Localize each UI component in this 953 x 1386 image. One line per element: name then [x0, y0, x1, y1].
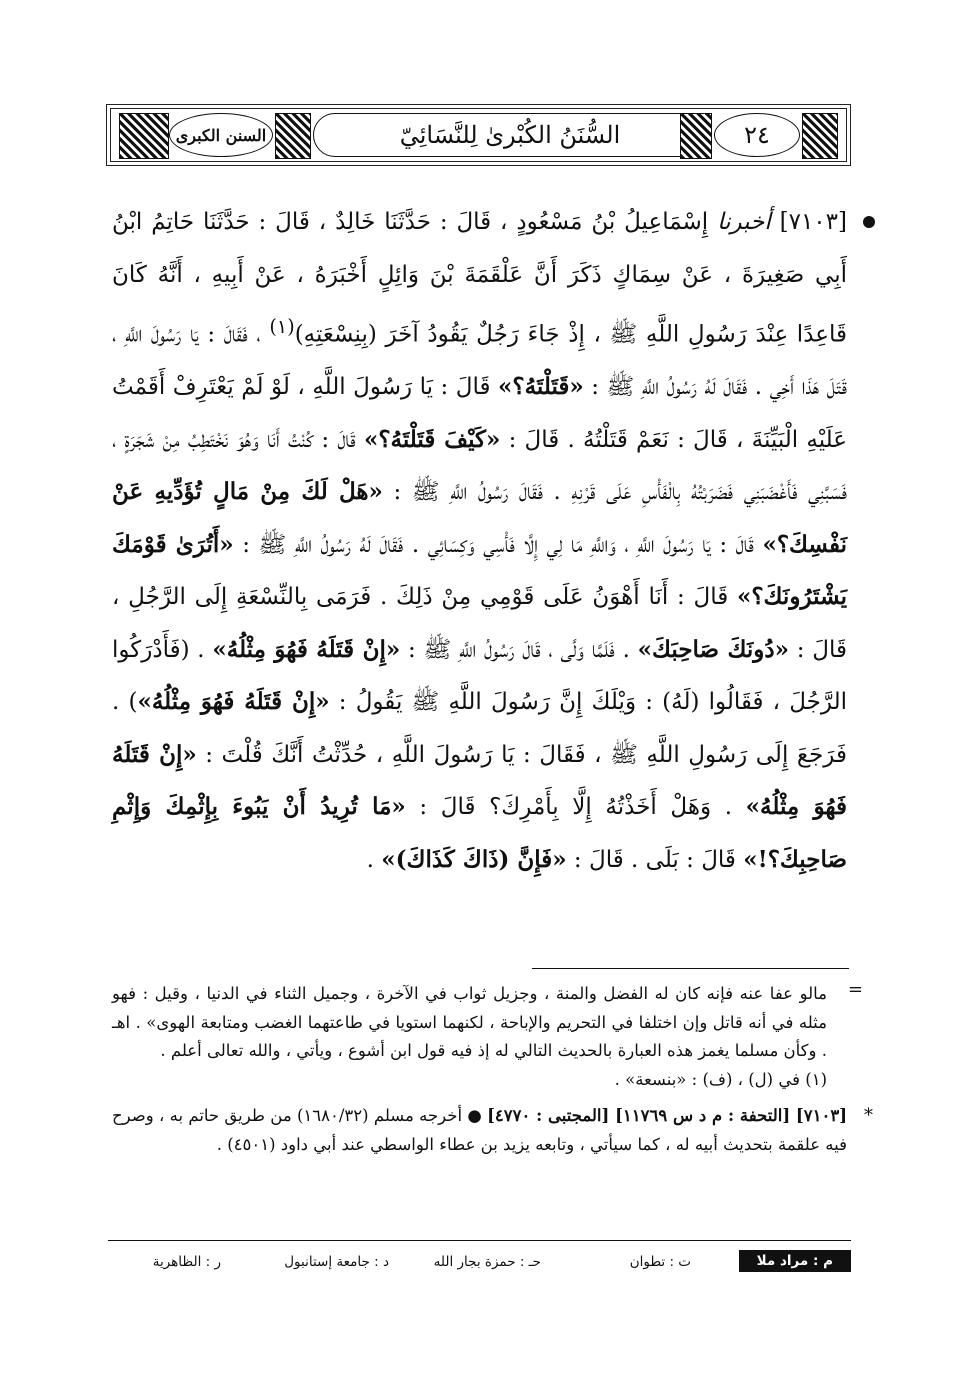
page-number-cartouche: [714, 113, 800, 157]
book-logo: [169, 113, 273, 157]
star-icon: *: [864, 1105, 873, 1126]
prophet-speech: «مَا تُرِيدُ أَنْ يَبُوءَ بِإِثْمِكَ وَإِثْمِ صَاحِبِكَ؟!»: [112, 793, 847, 873]
text-segment: ) . فَرَجَعَ إِلَى رَسُولِ اللَّهِ ﷺ ، فَقَالَ : يَا رَسُولَ اللَّهِ ، حُدِّثْتُ أَنَّكَ قُلْتَ :: [112, 689, 847, 768]
prophet-speech: «فَإِنَّ (ذَاكَ كَذَاكَ)»: [381, 845, 567, 873]
text-segment: .: [366, 846, 382, 873]
akhbarana: أخبرنا: [717, 209, 771, 235]
ornament-icon: [802, 113, 838, 159]
manuscript-dal: د : جامعة إستانبول: [284, 1254, 389, 1270]
prophet-speech: «أَتُرَىٰ قَوْمَكَ يَشْتَرُونَكَ؟»: [112, 530, 847, 611]
text-segment: قَالَ : يَا رَسُولَ اللَّهِ ، وَاللَّهِ مَا لِي إِلَّا فَأْسِي وَكِسَائِي . فَقَالَ لَهُ رَسُولُ اللَّهِ ﷺ :: [233, 531, 763, 558]
prophet-speech: «كَيْفَ قَتَلْتَهُ؟»: [363, 425, 501, 453]
prophet-speech: «هَلْ لَكَ مِنْ مَالٍ تُؤَدِّيهِ عَنْ نَفْسِكَ؟»: [112, 478, 847, 558]
manuscript-ha: حـ : حمزة بجار الله: [433, 1254, 541, 1270]
text-segment: ، فَقَالَ : يَا رَسُولَ اللَّهِ ، قَتَلَ هَذَا أَخِي . فَقَالَ لَهُ رَسُولُ اللَّهِ ﷺ :: [112, 321, 847, 401]
prophet-speech: «قَتَلْتَهُ؟»: [498, 373, 584, 401]
text-segment: إِسْمَاعِيلُ بْنُ مَسْعُودٍ ، قَالَ : حَدَّثَنَا خَالِدٌ ، قَالَ : حَدَّثَنَا حَاتِمُ ابْنُ أَبِي صَغِيرَةَ ، عَنْ سِمَاكٍ ذَكَرَ أَنَّ عَلْقَمَةَ بْنَ وَائِلٍ أَخْبَرَهُ ، عَنْ أَبِيهِ ، أَنَّهُ كَانَ قَاعِدًا عِنْدَ رَسُولِ اللَّهِ ﷺ ، إِذْ جَاءَ رَجُلٌ يَقُودُ آخَرَ (بِنِسْعَتِهِ): [112, 209, 847, 348]
prophet-speech: «دُونَكَ صَاحِبَكَ»: [637, 635, 790, 663]
footnotes: [112, 980, 873, 1159]
page-number: ٢٤: [744, 121, 770, 149]
text-segment: قَالَ : أَنَا أَهْوَنُ عَلَى قَوْمِي مِنْ ذَلِكَ . فَرَمَى بِالنِّسْعَةِ إِلَى الرَّجُلِ ، قَالَ :: [112, 584, 847, 663]
text-segment: . فَلَمَّا وَلَّى ، قَالَ رَسُولُ اللَّهِ ﷺ :: [400, 636, 638, 663]
hadith-text: [112, 196, 847, 886]
page-header: [106, 104, 851, 166]
text-segment: . (فَأَدْرَكُوا الرَّجُلَ ، فَقَالُوا (لَهُ) : وَيْلَكَ إِنَّ رَسُولَ اللَّهِ ﷺ يَقُولُ :: [112, 636, 847, 716]
ornament-icon: [275, 113, 311, 159]
footnote-continuation: = مالو عفا عنه فإنه كان له الفضل والمنة ، وجزيل ثواب في الآخرة ، وجميل الثناء في الدنيا ، وقيل : فهو مثله في أنه قاتل وإن اختلفا في التحريم والإباحة ، لكنهما استويا في طاعتهما الغضب ومتابعة الهوى» . اهـ . وكأن مسلما يغمز هذه العبارة بالحديث التالي له إذ فيه قول ابن أشوع ، ويأتي ، والله تعالى أعلم .: [112, 980, 847, 1066]
logo-text: السنن الكبرى: [175, 125, 267, 145]
ornament-icon: [119, 113, 169, 159]
text-segment: . وَهَلْ أَخَذْتُهُ إِلَّا بِأَمْرِكَ؟ قَالَ :: [405, 794, 746, 821]
running-title: [313, 113, 707, 157]
footnote-separator: [532, 968, 849, 969]
bullet-icon: [863, 216, 875, 228]
takhrij-reference: [٧١٠٣] [التحفة : م د س ١١٧٦٩] [المجتبى : ٤٧٧٠]: [487, 1106, 847, 1125]
manuscript-ra: ر : الظاهرية: [152, 1254, 221, 1270]
hadith-number: [٧١٠٣]: [779, 209, 847, 235]
text-segment: قَالَ : كُنْتُ أَنَا وَهُوَ نَخْتَطِبُ مِنْ شَجَرَةٍ ، فَسَبَّنِي فَأَغْضَبَنِي فَضَرَبْتُهُ بِالْفَأْسِ عَلَى قَرْنِهِ . فَقَالَ رَسُولُ اللَّهِ ﷺ :: [112, 426, 847, 506]
prophet-speech: «إِنْ قَتَلَهُ فَهُوَ مِثْلُهُ»: [137, 688, 330, 716]
book-title: السُّنَنُ الكُبْرىٰ لِلنَّسَائِيّ: [399, 121, 621, 149]
text-segment: قَالَ : يَا رَسُولَ اللَّهِ ، لَوْ لَمْ يَعْتَرِفْ أَقَمْتُ عَلَيْهِ الْبَيِّنَةَ ، قَالَ : نَعَمْ قَتَلْتُهُ . قَالَ :: [112, 374, 848, 453]
takhrij-note: [112, 1102, 873, 1159]
takhrij-text: أخرجه مسلم (١٦٨٠/٣٢) من طريق حاتم به ، وصرح فيه علقمة بتحديث أبيه له ، كما سيأتي ، وتابعه يزيد بن عطاء الواسطي عند أبي داود (٤٥٠١) .: [112, 1106, 847, 1154]
manuscript-separator: [108, 1240, 851, 1241]
bullet-icon: ●: [467, 1106, 482, 1125]
footnote-ref: (١): [269, 315, 295, 338]
prophet-speech: «إِنْ قَتَلَهُ فَهُوَ مِثْلُهُ»: [112, 740, 847, 821]
prophet-speech: «إِنْ قَتَلَهُ فَهُوَ مِثْلُهُ»: [212, 635, 401, 663]
footnote-1: (١) في (ل) ، (ف) : «بنسعة» .: [614, 1069, 827, 1089]
ornament-icon: [680, 113, 712, 159]
manuscript-bar: [108, 1250, 851, 1280]
manuscript-ta: ت : تطوان: [629, 1254, 691, 1270]
text-segment: قَالَ : بَلَى . قَالَ :: [566, 846, 744, 873]
manuscript-mim: م : مراد ملا: [739, 1250, 851, 1272]
